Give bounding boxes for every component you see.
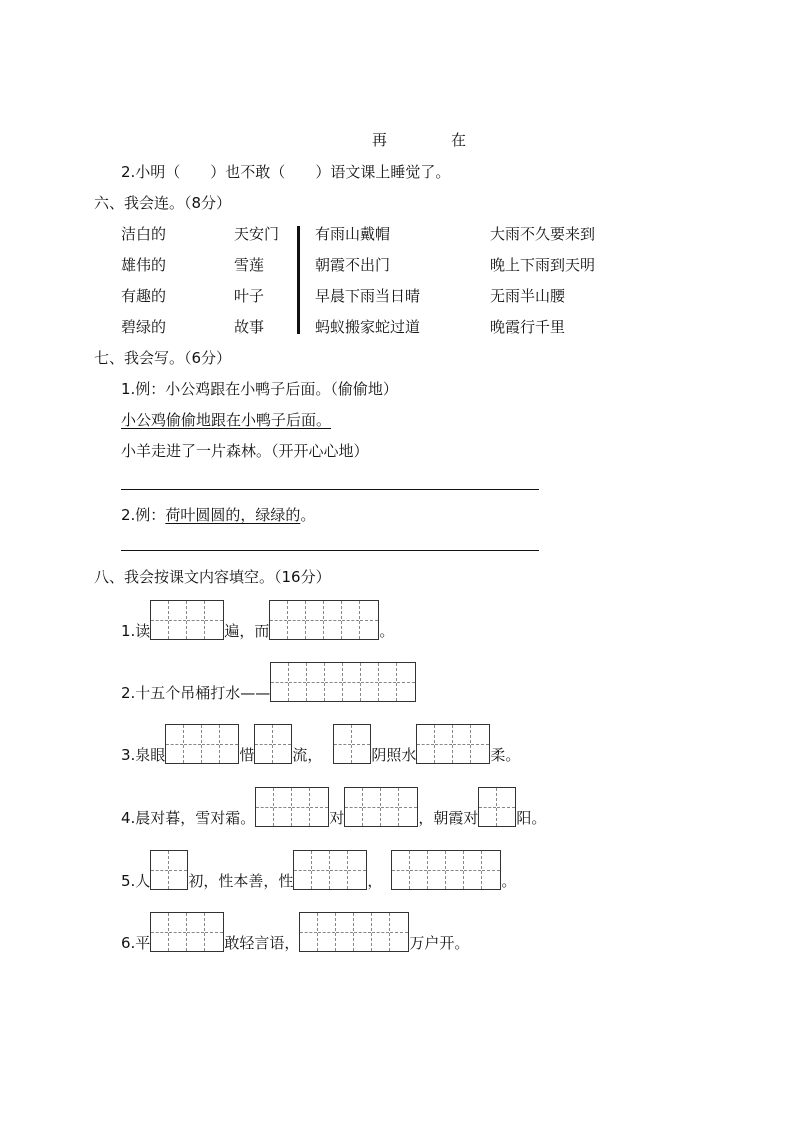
q5-text: 。	[501, 872, 517, 890]
example-2	[121, 505, 315, 525]
q5-text: 初，性本善，性	[188, 872, 294, 890]
q1-text: 。	[379, 622, 395, 640]
char-grid-6[interactable]	[269, 600, 379, 640]
fill-q4	[121, 787, 546, 827]
match-noun: 故事	[234, 318, 265, 336]
match-adj: 碧绿的	[121, 318, 167, 336]
match-noun: 雪莲	[234, 256, 265, 274]
char-zai-at: 在	[451, 131, 467, 149]
q3-text: 阴照水	[371, 746, 417, 764]
example-2-text: 荷叶圆圆的，绿绿的	[165, 506, 301, 524]
q2-text: 2.十五个吊桶打水——	[121, 684, 271, 702]
char-grid-4[interactable]	[150, 600, 224, 640]
char-grid-8[interactable]	[270, 662, 416, 702]
proverb-first: 蚂蚁搬家蛇过道	[315, 318, 421, 336]
proverb-second: 晚上下雨到天明	[490, 256, 596, 274]
char-grid-4[interactable]	[165, 724, 239, 764]
char-grid-4[interactable]	[150, 912, 224, 952]
answer-line[interactable]	[121, 550, 539, 551]
q6-text: 万户开。	[409, 934, 470, 952]
fill-q1	[121, 600, 394, 640]
q4-text: 4.晨对暮，雪对霜。	[121, 809, 256, 827]
section-6-title: 六、我会连。（8分）	[94, 194, 232, 212]
proverb-second: 晚霞行千里	[490, 318, 566, 336]
char-zai-again: 再	[372, 131, 388, 149]
char-grid-2[interactable]	[150, 850, 188, 890]
match-noun: 叶子	[234, 287, 265, 305]
match-noun: 天安门	[234, 225, 280, 243]
q4-text: 对	[329, 809, 345, 827]
char-grid-2[interactable]	[333, 724, 371, 764]
q6-text: 6.平	[121, 934, 151, 952]
q3-text: 流，	[292, 746, 323, 764]
section-7-title: 七、我会写。（6分）	[94, 349, 232, 367]
divider-bar	[297, 226, 300, 334]
exercise-1-task: 小羊走进了一片森林。（开开心心地）	[121, 442, 369, 460]
q5-text: ，	[367, 872, 383, 890]
q3-text: 3.泉眼	[121, 746, 166, 764]
proverb-first: 朝霞不出门	[315, 256, 391, 274]
q5-sentence-2: 2.小明（ ）也不敢（ ）语文课上睡觉了。	[121, 163, 451, 181]
char-grid-6[interactable]	[299, 912, 409, 952]
char-grid-4[interactable]	[416, 724, 490, 764]
fill-q2	[121, 662, 416, 702]
section-8-title: 八、我会按课文内容填空。（16分）	[94, 568, 331, 586]
proverb-first: 早晨下雨当日晴	[315, 287, 421, 305]
q1-text: 1.读	[121, 622, 151, 640]
match-adj: 洁白的	[121, 225, 167, 243]
example-2-end: 。	[300, 506, 316, 524]
example-2-label: 2.例：	[121, 506, 166, 524]
proverb-first: 有雨山戴帽	[315, 225, 391, 243]
example-1-prompt: 1.例：小公鸡跟在小鸭子后面。（偷偷地）	[121, 380, 398, 398]
char-grid-4[interactable]	[293, 850, 367, 890]
proverb-second: 大雨不久要来到	[490, 225, 596, 243]
q5-text: 5.人	[121, 872, 151, 890]
match-adj: 有趣的	[121, 287, 167, 305]
char-grid-4[interactable]	[344, 787, 418, 827]
answer-line[interactable]	[121, 489, 539, 490]
fill-q6	[121, 912, 469, 952]
char-grid-4[interactable]	[255, 787, 329, 827]
q3-text: 柔。	[490, 746, 521, 764]
char-grid-6[interactable]	[391, 850, 501, 890]
char-grid-2[interactable]	[254, 724, 292, 764]
char-grid-2[interactable]	[478, 787, 516, 827]
proverb-second: 无雨半山腰	[490, 287, 566, 305]
match-adj: 雄伟的	[121, 256, 167, 274]
q6-text: 敢轻言语，	[224, 934, 300, 952]
fill-q3	[121, 724, 520, 764]
fill-q5	[121, 850, 516, 890]
example-1-answer: 小公鸡偷偷地跟在小鸭子后面。	[121, 411, 332, 429]
q4-text: ，朝霞对	[418, 809, 479, 827]
q4-text: 阳。	[516, 809, 547, 827]
q1-text: 遍，而	[224, 622, 270, 640]
q3-text: 惜	[239, 746, 255, 764]
